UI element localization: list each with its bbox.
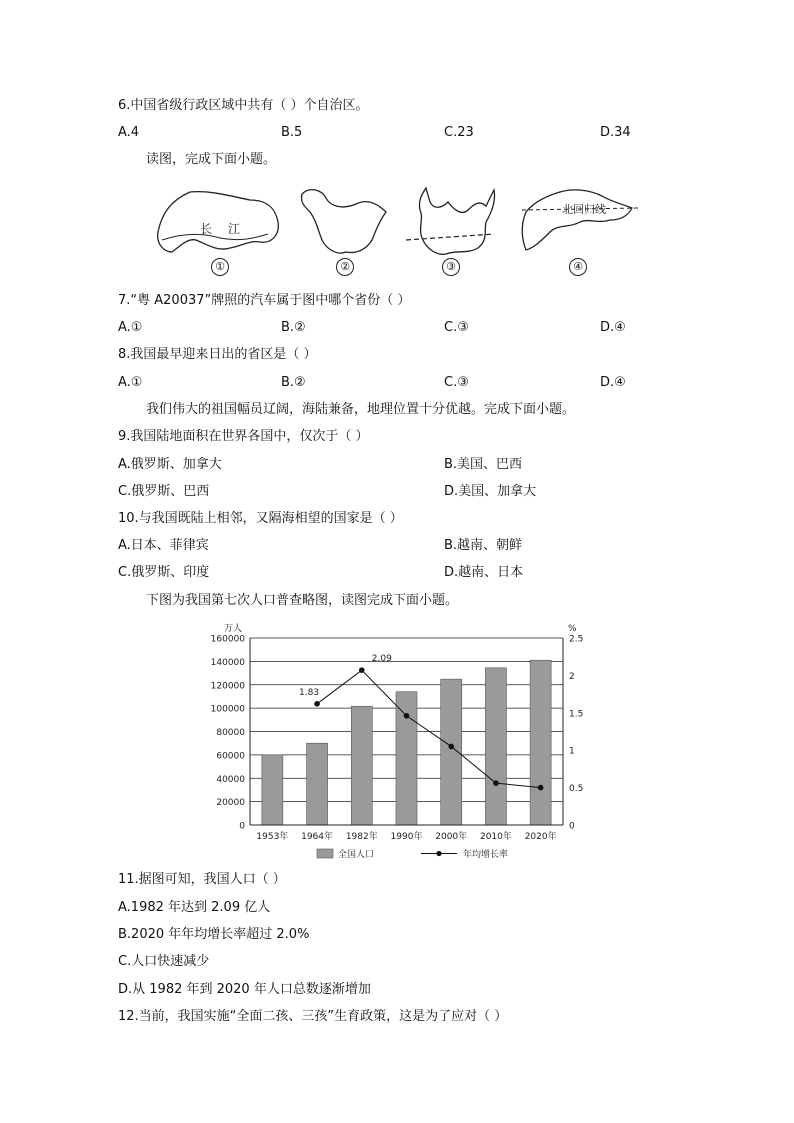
q11-option-c[interactable]: C.人口快速减少 <box>118 954 210 969</box>
growth-rate-point <box>314 701 320 707</box>
x-tick-label: 1982年 <box>345 832 378 842</box>
y-left-tick-label: 0 <box>239 821 245 832</box>
y-left-tick-label: 80000 <box>216 728 245 738</box>
q7-option-a[interactable]: A.① <box>118 320 143 335</box>
census-intro: 下图为我国第七次人口普查略图，读图完成下面小题。 <box>146 593 459 608</box>
y-left-tick-label: 60000 <box>216 751 245 762</box>
y-right-tick-label: 1 <box>569 746 575 757</box>
y-left-tick-label: 140000 <box>210 657 245 668</box>
q9-option-a[interactable]: A.俄罗斯、加拿大 <box>118 457 222 472</box>
q6-option-c[interactable]: C.23 <box>444 125 474 140</box>
q8-option-c[interactable]: C.③ <box>444 375 469 390</box>
y-left-tick-label: 100000 <box>210 704 245 715</box>
bar <box>396 692 417 825</box>
legend-swatch-bar <box>317 849 333 858</box>
growth-rate-point <box>493 780 499 786</box>
growth-rate-point <box>448 744 454 750</box>
map-label-tropic: 北回归线 <box>562 203 606 216</box>
q9-option-c[interactable]: C.俄罗斯、巴西 <box>118 484 210 499</box>
q7-stem: 7.“粤 A20037”牌照的汽车属于图中哪个省份（ ） <box>118 293 411 308</box>
q11-stem: 11.据图可知，我国人口（ ） <box>118 872 286 887</box>
x-tick-label: 1964年 <box>301 832 334 842</box>
x-tick-label: 2020年 <box>524 832 557 842</box>
y-right-tick-label: 0.5 <box>569 784 584 795</box>
province-map-2 <box>301 190 386 253</box>
x-tick-label: 1953年 <box>256 832 289 842</box>
q6-option-b[interactable]: B.5 <box>281 125 303 140</box>
q9-option-d[interactable]: D.美国、加拿大 <box>444 484 537 499</box>
q8-option-d[interactable]: D.④ <box>600 375 626 390</box>
growth-rate-point <box>359 667 365 673</box>
legend-label-population: 全国人口 <box>338 850 375 860</box>
q11-option-b[interactable]: B.2020 年年均增长率超过 2.0% <box>118 927 310 942</box>
y-right-tick-label: 2.5 <box>569 634 584 645</box>
y-left-tick-label: 40000 <box>216 774 245 785</box>
bar <box>262 755 283 825</box>
legend-swatch-point <box>436 851 441 856</box>
y-left-tick-label: 160000 <box>210 634 245 645</box>
province-map-1 <box>158 192 279 252</box>
map-label-chang: 长 <box>200 222 213 236</box>
q6-option-a[interactable]: A.4 <box>118 125 140 140</box>
y-right-tick-label: 1.5 <box>569 709 584 720</box>
q10-option-c[interactable]: C.俄罗斯、印度 <box>118 565 210 580</box>
q6-stem: 6.中国省级行政区域中共有（ ）个自治区。 <box>118 98 369 113</box>
q6-option-d[interactable]: D.34 <box>600 125 631 140</box>
map-number-4: ④ <box>569 258 587 276</box>
q10-option-a[interactable]: A.日本、菲律宾 <box>118 538 209 553</box>
y-right-axis-title: % <box>568 624 577 634</box>
data-label: 2.09 <box>371 654 392 665</box>
bar <box>351 706 372 825</box>
growth-rate-point <box>404 713 410 719</box>
legend-label-growth: 年均增长率 <box>463 850 509 860</box>
y-right-tick-label: 2 <box>569 671 575 682</box>
x-tick-label: 1990年 <box>390 832 423 842</box>
map-label-jiang: 江 <box>228 222 241 236</box>
y-left-tick-label: 20000 <box>216 798 245 809</box>
growth-rate-point <box>538 785 544 791</box>
bar <box>530 660 551 825</box>
y-left-axis-title: 万人 <box>224 624 243 634</box>
q11-option-d[interactable]: D.从 1982 年到 2020 年人口总数逐渐增加 <box>118 982 371 997</box>
x-tick-label: 2000年 <box>435 832 468 842</box>
q9-stem: 9.我国陆地面积在世界各国中，仅次于（ ） <box>118 429 369 444</box>
q7-option-c[interactable]: C.③ <box>444 320 469 335</box>
q10-option-b[interactable]: B.越南、朝鲜 <box>444 538 523 553</box>
q8-option-b[interactable]: B.② <box>281 375 306 390</box>
province-map-4 <box>522 190 638 250</box>
territory-intro: 我们伟大的祖国幅员辽阔，海陆兼备，地理位置十分优越。完成下面小题。 <box>146 402 576 417</box>
bar <box>307 743 328 825</box>
x-tick-label: 2010年 <box>479 832 512 842</box>
y-left-tick-label: 120000 <box>210 681 245 692</box>
growth-rate-line <box>317 670 541 787</box>
q10-option-d[interactable]: D.越南、日本 <box>444 565 524 580</box>
bar <box>485 668 506 825</box>
province-map-3 <box>406 188 495 254</box>
map-number-1: ① <box>211 258 229 276</box>
q12-stem: 12.当前，我国实施“全面二孩、三孩”生育政策，这是为了应对（ ） <box>118 1009 508 1024</box>
q11-option-a[interactable]: A.1982 年达到 2.09 亿人 <box>118 900 271 915</box>
data-label: 1.83 <box>299 687 320 698</box>
map-number-2: ② <box>336 258 354 276</box>
y-right-tick-label: 0 <box>569 821 575 832</box>
q9-option-b[interactable]: B.美国、巴西 <box>444 457 523 472</box>
map-number-3: ③ <box>442 258 460 276</box>
q7-option-b[interactable]: B.② <box>281 320 306 335</box>
q7-option-d[interactable]: D.④ <box>600 320 626 335</box>
census-chart <box>205 618 595 868</box>
q8-option-a[interactable]: A.① <box>118 375 143 390</box>
q10-stem: 10.与我国既陆上相邻，又隔海相望的国家是（ ） <box>118 511 403 526</box>
q8-stem: 8.我国最早迎来日出的省区是（ ） <box>118 347 317 362</box>
map-intro: 读图，完成下面小题。 <box>146 152 277 167</box>
